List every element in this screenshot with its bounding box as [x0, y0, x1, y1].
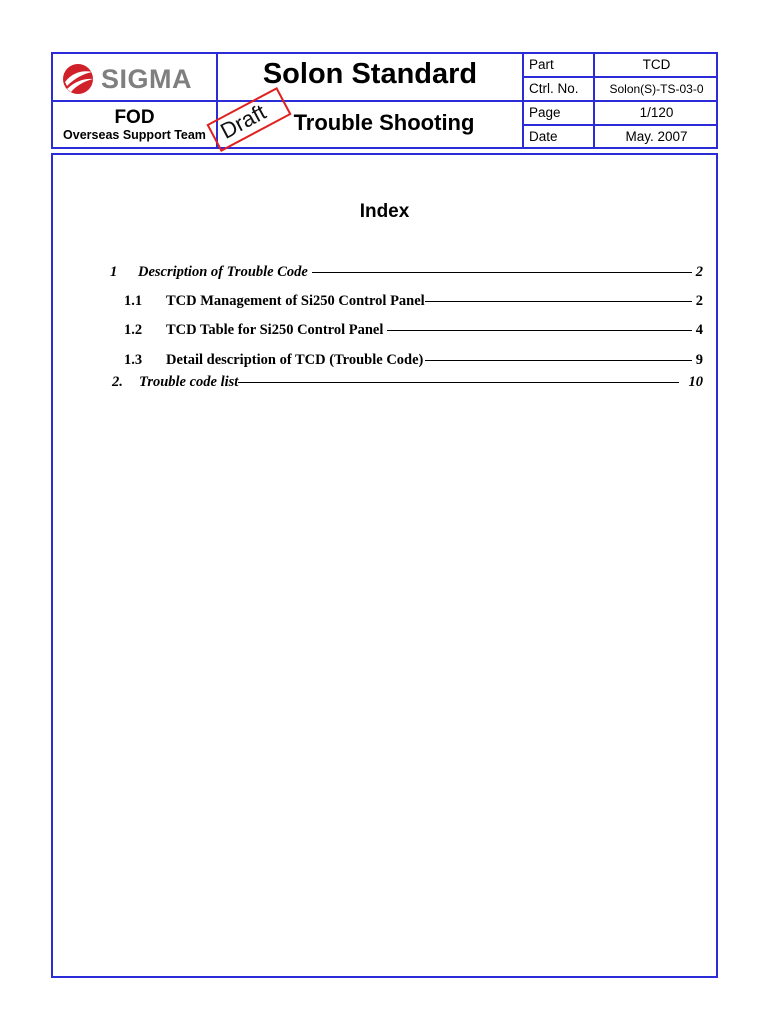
toc-number: 1 — [110, 264, 118, 280]
toc-text: Detail description of TCD (Trouble Code) — [166, 352, 424, 368]
toc-text: Trouble code list — [139, 374, 239, 390]
divider — [522, 100, 718, 102]
toc-entry[interactable] — [124, 352, 703, 369]
toc-leader — [387, 330, 691, 331]
divider — [53, 100, 522, 102]
draft-stamp-text: Draft — [216, 99, 271, 144]
divider — [522, 124, 718, 126]
part-label: Part — [529, 57, 554, 72]
toc-text: TCD Management of Si250 Control Panel — [166, 293, 425, 309]
toc-number: 1.1 — [124, 293, 143, 309]
toc-number: 2. — [112, 374, 123, 390]
document-title: Solon Standard — [262, 58, 478, 90]
index-title: Index — [359, 201, 410, 222]
team-label: Overseas Support Team — [63, 128, 206, 142]
toc-page: 9 — [695, 352, 703, 368]
document-subtitle: Trouble Shooting — [293, 110, 475, 135]
toc-page: 4 — [695, 322, 703, 338]
toc-entry[interactable] — [124, 322, 703, 339]
toc-text: Description of Trouble Code — [138, 264, 308, 280]
toc-page: 2 — [695, 293, 703, 309]
toc-entry[interactable] — [112, 374, 703, 391]
toc-text: TCD Table for Si250 Control Panel — [166, 322, 384, 338]
toc-entry[interactable] — [110, 264, 703, 281]
toc-leader — [312, 272, 692, 273]
document-header — [51, 52, 718, 149]
toc-entry[interactable] — [124, 293, 703, 310]
toc-number: 1.3 — [124, 352, 143, 368]
toc-number: 1.2 — [124, 322, 143, 338]
sigma-logo-icon — [61, 62, 95, 96]
divider — [522, 76, 718, 78]
ctrl-no-label: Ctrl. No. — [529, 81, 579, 96]
toc-page: 10 — [688, 374, 703, 390]
toc-leader — [425, 360, 691, 361]
logo-text: SIGMA — [101, 64, 193, 94]
sigma-logo — [61, 62, 211, 96]
page-label: Page — [529, 105, 561, 120]
ctrl-no-value: Solon(S)-TS-03-0 — [609, 82, 704, 96]
toc-leader — [238, 382, 678, 383]
date-value: May. 2007 — [625, 129, 688, 144]
date-label: Date — [529, 129, 558, 144]
toc-leader — [425, 301, 692, 302]
toc-page: 2 — [695, 264, 703, 280]
page-value: 1/120 — [639, 105, 674, 120]
part-value: TCD — [642, 57, 671, 72]
department-label: FOD — [114, 107, 155, 128]
